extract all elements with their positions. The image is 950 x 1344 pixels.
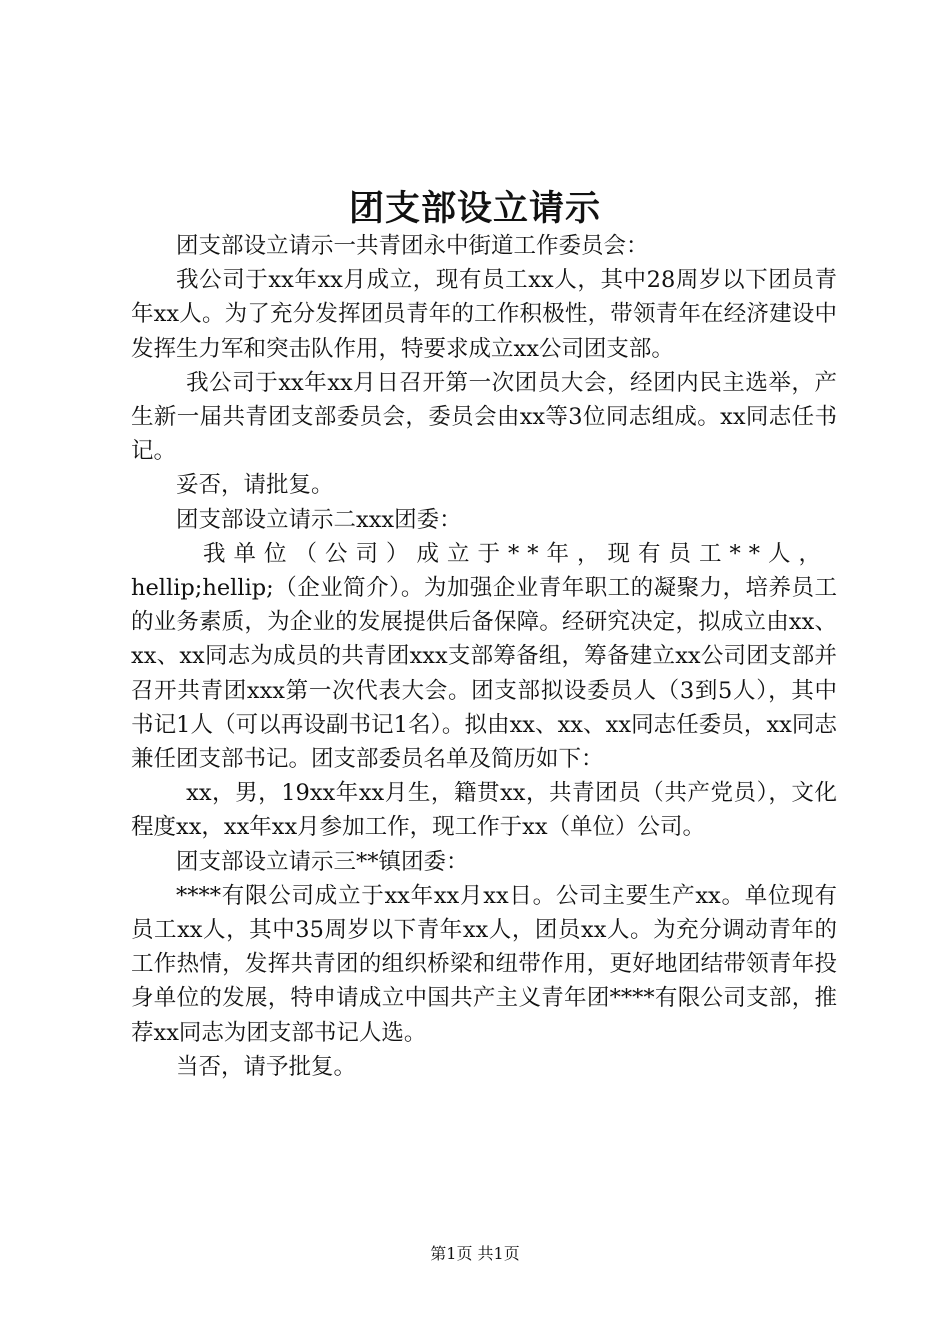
paragraph-company-intro-2b: hellip;hellip;（企业简介）。为加强企业青年职工的凝聚力，培养员工的业务素质，为企业的发展提供后备保障。经研究决定，拟成立由xx、xx、xx同志为成员的共青团xxx支部筹备组，筹备建立xx公司团支部并召开共青团xxx第一次代表大会。团支部拟设委员人（3到5人），其中书记1人（可以再设副书记1名）。拟由xx、xx、xx同志任委员，xx同志兼任团支部书记。团支部委员名单及简历如下： bbox=[131, 575, 837, 773]
paragraph-election: 我公司于xx年xx月日召开第一次团员大会，经团内民主选举，产生新一届共青团支部委员会，委员会由xx等3位同志组成。xx同志任书记。 bbox=[131, 369, 837, 465]
paragraph-member-profile: xx，男，19xx年xx月生，籍贯xx，共青团员（共产党员），文化程度xx，xx年xx月参加工作，现工作于xx（单位）公司。 bbox=[131, 780, 837, 841]
paragraph-company-intro-1: 我公司于xx年xx月成立，现有员工xx人，其中28周岁以下团员青年xx人。为了充分发挥团员青年的工作积极性，带领青年在经济建设中发挥生力军和突击队作用，特要求成立xx公司团支部。 bbox=[131, 267, 837, 362]
paragraph-closing-3: 当否，请予批复。 bbox=[176, 1053, 357, 1080]
document-body bbox=[131, 229, 837, 1084]
paragraph-closing-1: 妥否，请批复。 bbox=[176, 472, 334, 499]
page-footer: 第1页 共1页 bbox=[430, 1244, 520, 1263]
paragraph-company-intro-2a: 我单位（公司）成立于**年，现有员工**人， bbox=[203, 540, 830, 567]
paragraph-company-intro-3: ****有限公司成立于xx年xx月xx日。公司主要生产xx。单位现有员工xx人，其中35周岁以下青年xx人，团员xx人。为充分调动青年的工作热情，发挥共青团的组织桥梁和纽带作用，更好地团结带领青年投身单位的发展，特申请成立中国共产主义青年团****有限公司支部，推荐xx同志为团支部书记人选。 bbox=[131, 882, 837, 1046]
paragraph-addressee-1: 团支部设立请示一共青团永中街道工作委员会： bbox=[176, 233, 649, 259]
document-title: 团支部设立请示 bbox=[348, 188, 601, 229]
paragraph-addressee-3: 团支部设立请示三**镇团委： bbox=[176, 848, 469, 875]
paragraph-addressee-2: 团支部设立请示二xxx团委： bbox=[176, 506, 462, 533]
